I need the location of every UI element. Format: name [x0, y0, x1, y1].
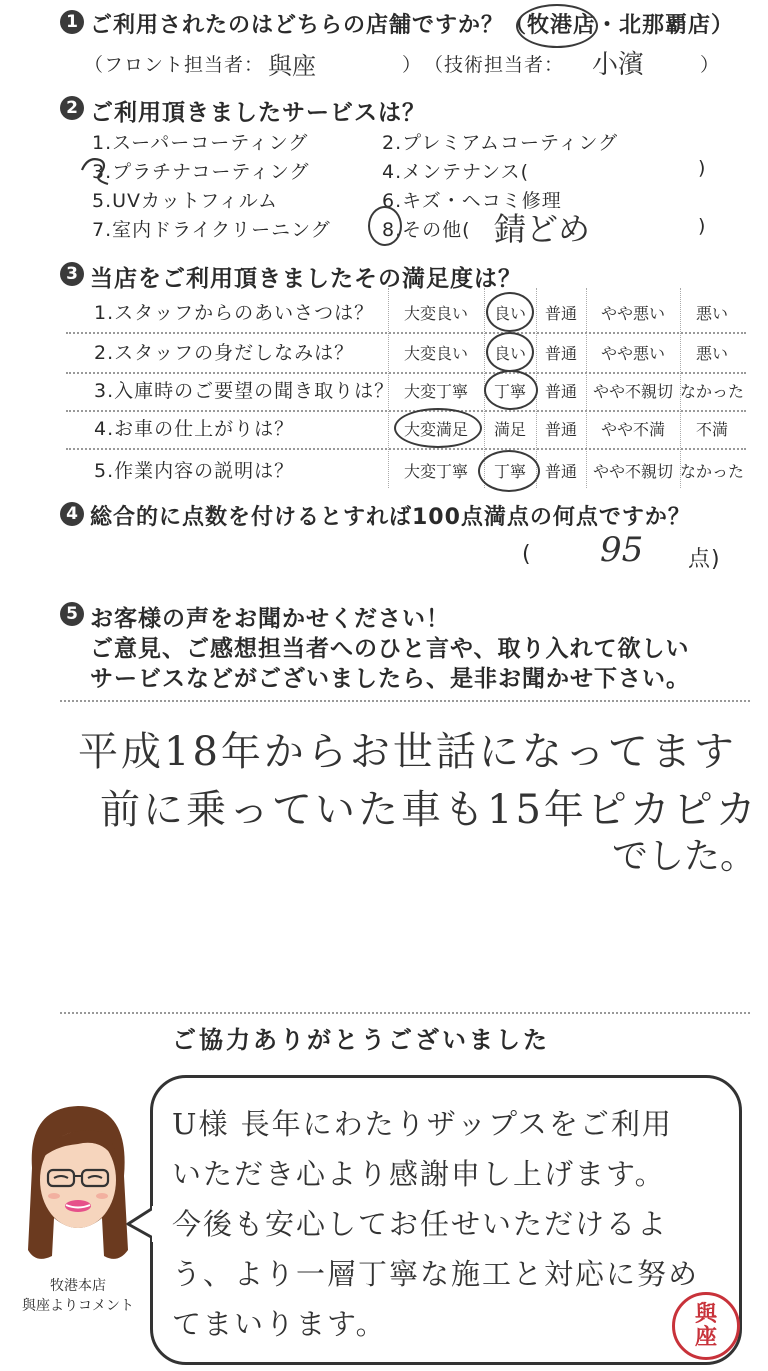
rating-row-3-option-2: 丁寧 — [493, 382, 526, 401]
service-item-6: 6.キズ・ヘコミ修理 — [382, 190, 562, 212]
service-item-8: 8.その他( — [382, 219, 471, 241]
rating-row-4-label: 4.お車の仕上がりは？ — [94, 418, 295, 440]
rating-row-2-option-2: 良い — [493, 344, 526, 363]
question-2-text: ご利用頂きましたサービスは？ — [90, 100, 426, 126]
seal-char-bottom: 座 — [694, 1324, 717, 1350]
tech-staff-label: （技術担当者： — [424, 54, 565, 76]
rating-row-1-option-2: 良い — [493, 304, 526, 323]
front-staff-close: ） — [402, 54, 423, 76]
score-open-paren: ( — [522, 542, 532, 567]
question-2-number: 2 — [60, 96, 84, 120]
service-item-5: 5.UVカットフィルム — [92, 190, 278, 212]
staff-reply-line-2: いただき心より感謝申し上げます。 — [172, 1157, 666, 1191]
service-item-1: 1.スーパーコーティング — [92, 132, 309, 154]
rating-row-2-option-1: 大変良い — [403, 344, 468, 363]
circled-rating-row-4 — [394, 408, 482, 448]
rating-row-5-option-4: やや不親切 — [592, 462, 673, 481]
rating-row-5-option-5: なかった — [680, 462, 745, 481]
staff-caption-name: 與座よりコメント — [22, 1298, 134, 1314]
service-item-4-close: ) — [698, 157, 707, 179]
customer-comment-line-1: 平成18年からお世話になってます — [78, 729, 737, 775]
circled-rating-row-5 — [478, 450, 540, 492]
rating-row-3-option-4: やや不親切 — [592, 382, 673, 401]
service-item-4: 4.メンテナンス( — [382, 161, 530, 183]
rating-row-4-option-1: 大変満足 — [403, 420, 468, 439]
rating-row-2-option-3: 普通 — [544, 344, 577, 363]
rating-row-3-option-5: なかった — [680, 382, 745, 401]
service-item-8-close: ) — [698, 215, 707, 237]
row-separator — [66, 410, 746, 412]
rating-row-5-option-2: 丁寧 — [493, 462, 526, 481]
staff-avatar — [18, 1098, 138, 1268]
service-other-value: 錆どめ — [494, 210, 591, 248]
rating-row-3-label: 3.入庫時のご要望の聞き取りは？ — [94, 380, 395, 402]
staff-reply-line-3: 今後も安心してお任せいただけるよ — [172, 1207, 669, 1241]
question-5-number: 5 — [60, 602, 84, 626]
tech-staff-close: ） — [700, 54, 721, 76]
rating-row-5-option-1: 大変丁寧 — [403, 462, 468, 481]
row-separator — [66, 372, 746, 374]
front-staff-label: （フロント担当者： — [84, 54, 265, 76]
score-value: 95 — [600, 530, 644, 570]
rating-row-1-option-4: やや悪い — [600, 304, 665, 323]
service-item-7: 7.室内ドライクリーニング — [92, 219, 331, 241]
section-divider — [60, 1012, 750, 1014]
row-separator — [66, 448, 746, 450]
rating-row-2-option-5: 悪い — [695, 344, 728, 363]
check-mark-item-3 — [78, 148, 118, 188]
tech-staff-value: 小濱 — [592, 50, 645, 80]
circled-rating-row-2 — [486, 332, 534, 372]
rating-row-2-option-4: やや悪い — [600, 344, 665, 363]
seal-char-top: 與 — [694, 1300, 717, 1327]
staff-reply-line-4: う、より一層丁寧な施工と対応に努め — [172, 1257, 700, 1291]
staff-reply-line-1: U様 長年にわたりザップスをご利用 — [172, 1107, 673, 1141]
bubble-tail — [124, 1204, 156, 1244]
customer-comment-line-2: 前に乗っていた車も15年ピカピカ — [100, 787, 759, 833]
customer-comment-line-3: でした。 — [612, 836, 757, 877]
circled-item-8 — [368, 206, 402, 246]
thanks-message: ご協力ありがとうございました — [172, 1026, 550, 1054]
circled-rating-row-3 — [484, 370, 538, 410]
question-1-number: 1 — [60, 10, 84, 34]
question-3-number: 3 — [60, 262, 84, 286]
rating-row-3-option-1: 大変丁寧 — [403, 382, 468, 401]
question-3-text: 当店をご利用頂きましたその満足度は？ — [90, 266, 522, 292]
rating-row-4-option-3: 普通 — [544, 420, 577, 439]
rating-row-3-option-3: 普通 — [544, 382, 577, 401]
service-item-3: 3.プラチナコーティング — [92, 161, 310, 183]
rating-row-4-option-4: やや不満 — [600, 420, 665, 439]
question-5-text: お客様の声をお聞かせください！ — [90, 606, 450, 632]
rating-row-5-option-3: 普通 — [544, 462, 577, 481]
rating-row-1-option-5: 悪い — [695, 304, 728, 323]
section-divider — [60, 700, 750, 702]
row-separator — [66, 332, 746, 334]
service-item-2: 2.プレミアムコーティング — [382, 132, 619, 154]
circled-rating-row-1 — [486, 292, 534, 332]
staff-caption-store: 牧港本店 — [50, 1278, 106, 1294]
front-staff-value: 與座 — [268, 52, 316, 80]
rating-row-5-label: 5.作業内容の説明は？ — [94, 460, 295, 482]
question-1-text: ご利用されたのはどちらの店舗ですか？（牧港店・北那覇店） — [90, 13, 735, 38]
question-4-text: 総合的に点数を付けるとすれば100点満点の何点ですか？ — [90, 505, 691, 530]
question-5-line-2: ご意見、ご感想担当者へのひと言や、取り入れて欲しい — [90, 636, 690, 662]
rating-row-4-option-2: 満足 — [493, 420, 526, 439]
question-4-number: 4 — [60, 502, 84, 526]
score-unit: 点) — [688, 547, 721, 572]
rating-row-1-option-3: 普通 — [544, 304, 577, 323]
question-5-line-3: サービスなどがございましたら、是非お聞かせ下さい。 — [90, 666, 690, 692]
rating-row-2-label: 2.スタッフの身だしなみは？ — [94, 342, 355, 364]
staff-reply-line-5: てまいります。 — [172, 1307, 387, 1341]
rating-row-4-option-5: 不満 — [695, 420, 728, 439]
rating-row-1-option-1: 大変良い — [403, 304, 468, 323]
circled-store-makiminato — [516, 4, 598, 48]
name-seal-stamp — [672, 1292, 740, 1360]
rating-row-1-label: 1.スタッフからのあいさつは？ — [94, 302, 375, 324]
